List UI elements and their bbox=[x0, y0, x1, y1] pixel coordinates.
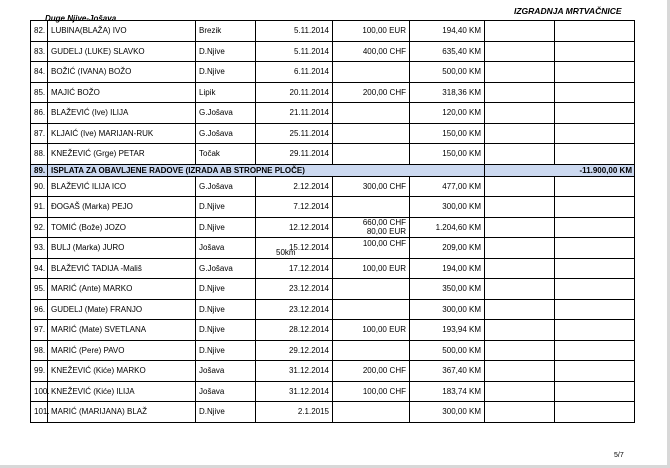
donation-date: 23.12.2014 bbox=[256, 299, 333, 320]
donations-table bbox=[30, 20, 635, 423]
foreign-amount bbox=[333, 197, 410, 218]
empty-cell bbox=[485, 279, 555, 300]
km-amount: 635,40 KM bbox=[410, 41, 485, 62]
foreign-amount: 100,00 EUR bbox=[333, 320, 410, 341]
empty-cell bbox=[485, 299, 555, 320]
donor-place: Jošava bbox=[196, 381, 256, 402]
donor-name: BLAŽEVIĆ (Ive) ILIJA bbox=[48, 103, 196, 124]
foreign-amount: 400,00 CHF bbox=[333, 41, 410, 62]
foreign-amount bbox=[333, 144, 410, 165]
donation-date: 7.12.2014 bbox=[256, 197, 333, 218]
row-number: 91. bbox=[31, 197, 48, 218]
donor-name: ĐOGAŠ (Marka) PEJO bbox=[48, 197, 196, 218]
km-amount: 194,00 KM bbox=[410, 258, 485, 279]
donation-date: 25.11.2014 bbox=[256, 123, 333, 144]
foreign-amount: 100,00 EUR bbox=[333, 258, 410, 279]
row-number: 86. bbox=[31, 103, 48, 124]
km-amount: 209,00 KM bbox=[410, 238, 485, 259]
donation-date: 15.12.2014 bbox=[256, 238, 333, 259]
table-row bbox=[31, 103, 635, 124]
km-amount: 500,00 KM bbox=[410, 62, 485, 83]
donor-place: Jošava bbox=[196, 361, 256, 382]
donor-place: D.Njive bbox=[196, 279, 256, 300]
donation-date: 5.11.2014 bbox=[256, 41, 333, 62]
row-number: 101. bbox=[31, 402, 48, 423]
empty-cell bbox=[485, 41, 555, 62]
empty-cell bbox=[485, 197, 555, 218]
empty-cell bbox=[485, 361, 555, 382]
foreign-amount bbox=[333, 340, 410, 361]
donation-date: 2.12.2014 bbox=[256, 176, 333, 197]
donor-place: D.Njive bbox=[196, 340, 256, 361]
empty-cell bbox=[555, 197, 635, 218]
table-row bbox=[31, 238, 635, 259]
row-number: 96. bbox=[31, 299, 48, 320]
empty-cell bbox=[555, 62, 635, 83]
table-row bbox=[31, 176, 635, 197]
donor-name: LUBINA(BLAŽA) IVO bbox=[48, 21, 196, 42]
empty-cell bbox=[555, 320, 635, 341]
empty-cell bbox=[555, 21, 635, 42]
empty-cell bbox=[485, 340, 555, 361]
empty-cell bbox=[555, 279, 635, 300]
table-row bbox=[31, 402, 635, 423]
foreign-amount: 300,00 CHF bbox=[333, 176, 410, 197]
table-row bbox=[31, 123, 635, 144]
table-row bbox=[31, 320, 635, 341]
foreign-amount bbox=[333, 123, 410, 144]
empty-cell bbox=[485, 258, 555, 279]
table-row bbox=[31, 41, 635, 62]
row-number: 83. bbox=[31, 41, 48, 62]
donor-place: Lipik bbox=[196, 82, 256, 103]
empty-cell bbox=[485, 144, 555, 165]
donation-date: 31.12.2014 bbox=[256, 381, 333, 402]
empty-cell bbox=[555, 402, 635, 423]
table-body-after bbox=[31, 176, 635, 422]
donation-date: 23.12.2014 bbox=[256, 279, 333, 300]
km-amount: 150,00 KM bbox=[410, 144, 485, 165]
project-header: IZGRADNJA MRTVAČNICE bbox=[514, 6, 622, 16]
empty-cell bbox=[485, 103, 555, 124]
donation-date: 12.12.2014 bbox=[256, 217, 333, 238]
km-amount: 500,00 KM bbox=[410, 340, 485, 361]
empty-cell bbox=[485, 402, 555, 423]
table-row bbox=[31, 62, 635, 83]
donor-name: BULJ (Marka) JURO bbox=[48, 238, 196, 259]
empty-cell bbox=[555, 258, 635, 279]
foreign-amount: 200,00 CHF bbox=[333, 361, 410, 382]
donor-place: D.Njive bbox=[196, 402, 256, 423]
empty-cell bbox=[555, 299, 635, 320]
empty-cell bbox=[485, 21, 555, 42]
donor-name: KNEŽEVIĆ (Kiće) ILIJA bbox=[48, 381, 196, 402]
donor-place: D.Njive bbox=[196, 62, 256, 83]
km-amount: 350,00 KM bbox=[410, 279, 485, 300]
donation-date: 29.11.2014 bbox=[256, 144, 333, 165]
km-amount: 194,40 KM bbox=[410, 21, 485, 42]
empty-cell bbox=[485, 381, 555, 402]
table-row bbox=[31, 258, 635, 279]
row-number: 100. bbox=[31, 381, 48, 402]
table-row bbox=[31, 381, 635, 402]
foreign-amount bbox=[333, 103, 410, 124]
row-number: 97. bbox=[31, 320, 48, 341]
empty-cell bbox=[555, 123, 635, 144]
foreign-amount-primary: 100,00 CHF bbox=[362, 238, 406, 248]
empty-cell bbox=[485, 217, 555, 238]
table-row bbox=[31, 197, 635, 218]
empty-cell bbox=[485, 320, 555, 341]
donation-date: 29.12.2014 bbox=[256, 340, 333, 361]
row-number: 99. bbox=[31, 361, 48, 382]
donor-name: KNEŽEVIĆ (Kiće) MARKO bbox=[48, 361, 196, 382]
km-amount: 367,40 KM bbox=[410, 361, 485, 382]
foreign-amount-primary: 660,00 CHF bbox=[362, 218, 406, 228]
foreign-amount-secondary: 80,00 EUR bbox=[366, 227, 406, 237]
empty-cell bbox=[555, 381, 635, 402]
donor-place: D.Njive bbox=[196, 320, 256, 341]
table-row bbox=[31, 340, 635, 361]
donation-date: 6.11.2014 bbox=[256, 62, 333, 83]
km-amount: 150,00 KM bbox=[410, 123, 485, 144]
foreign-amount: 100,00 EUR bbox=[333, 21, 410, 42]
km-amount: 1.204,60 KM bbox=[410, 217, 485, 238]
donor-name: TOMIĆ (Bože) JOZO bbox=[48, 217, 196, 238]
empty-cell bbox=[555, 82, 635, 103]
row-number: 85. bbox=[31, 82, 48, 103]
donor-name: KNEŽEVIĆ (Grge) PETAR bbox=[48, 144, 196, 165]
empty-cell bbox=[555, 176, 635, 197]
donor-name: MARIĆ (MARIJANA) BLAŽ bbox=[48, 402, 196, 423]
donation-date: 17.12.2014 bbox=[256, 258, 333, 279]
table-row-payment bbox=[31, 164, 635, 176]
table-row bbox=[31, 299, 635, 320]
row-number: 87. bbox=[31, 123, 48, 144]
donation-date: 5.11.2014 bbox=[256, 21, 333, 42]
donor-name: BLAŽEVIĆ ILIJA ICO bbox=[48, 176, 196, 197]
table-row bbox=[31, 144, 635, 165]
row-number: 94. bbox=[31, 258, 48, 279]
table-row bbox=[31, 21, 635, 42]
row-number: 82. bbox=[31, 21, 48, 42]
donor-name: MARIĆ (Ante) MARKO bbox=[48, 279, 196, 300]
foreign-amount: 200,00 CHF bbox=[333, 82, 410, 103]
page-number: 5/7 bbox=[614, 452, 624, 459]
empty-cell bbox=[555, 217, 635, 238]
table-row bbox=[31, 82, 635, 103]
km-amount: 318,36 KM bbox=[410, 82, 485, 103]
foreign-amount bbox=[333, 299, 410, 320]
table-row bbox=[31, 361, 635, 382]
foreign-amount bbox=[333, 279, 410, 300]
donor-name: MAJIĆ BOŽO bbox=[48, 82, 196, 103]
row-number: 84. bbox=[31, 62, 48, 83]
donor-name: MARIĆ (Mate) SVETLANA bbox=[48, 320, 196, 341]
row-number: 90. bbox=[31, 176, 48, 197]
empty-cell bbox=[555, 340, 635, 361]
donor-place: G.Jošava bbox=[196, 176, 256, 197]
donor-place: D.Njive bbox=[196, 41, 256, 62]
donor-place: D.Njive bbox=[196, 217, 256, 238]
row-number: 98. bbox=[31, 340, 48, 361]
row-number: 92. bbox=[31, 217, 48, 238]
km-amount: 120,00 KM bbox=[410, 103, 485, 124]
donor-place: G.Jošava bbox=[196, 103, 256, 124]
empty-cell bbox=[485, 176, 555, 197]
special-row-total: -11.900,00 KM bbox=[485, 164, 635, 176]
donation-date: 20.11.2014 bbox=[256, 82, 333, 103]
empty-cell bbox=[485, 123, 555, 144]
donor-place: D.Njive bbox=[196, 299, 256, 320]
empty-cell bbox=[555, 144, 635, 165]
foreign-amount bbox=[333, 402, 410, 423]
donor-name: GUDELJ (Mate) FRANJO bbox=[48, 299, 196, 320]
special-row-number: 89. bbox=[31, 164, 48, 176]
amount-note: 50km bbox=[276, 247, 296, 257]
donor-name: MARIĆ (Pere) PAVO bbox=[48, 340, 196, 361]
table-row bbox=[31, 279, 635, 300]
donation-date: 21.11.2014 bbox=[256, 103, 333, 124]
donor-place: G.Jošava bbox=[196, 258, 256, 279]
table-body-special bbox=[31, 164, 635, 176]
table-body-before bbox=[31, 21, 635, 165]
row-number: 93. bbox=[31, 238, 48, 259]
row-number: 95. bbox=[31, 279, 48, 300]
empty-cell bbox=[485, 238, 555, 259]
donation-date: 31.12.2014 bbox=[256, 361, 333, 382]
donation-date: 28.12.2014 bbox=[256, 320, 333, 341]
donor-place: Točak bbox=[196, 144, 256, 165]
empty-cell bbox=[555, 41, 635, 62]
donor-name: GUDELJ (LUKE) SLAVKO bbox=[48, 41, 196, 62]
empty-cell bbox=[555, 361, 635, 382]
foreign-amount bbox=[333, 62, 410, 83]
empty-cell bbox=[485, 62, 555, 83]
location-header: Duge Njive-Jošava bbox=[45, 14, 117, 23]
km-amount: 300,00 KM bbox=[410, 197, 485, 218]
donor-name: KLJAIĆ (Ive) MARIJAN-RUK bbox=[48, 123, 196, 144]
donor-place: Jošava bbox=[196, 238, 256, 259]
donor-place: Brezik bbox=[196, 21, 256, 42]
km-amount: 300,00 KM bbox=[410, 402, 485, 423]
km-amount: 183,74 KM bbox=[410, 381, 485, 402]
foreign-amount bbox=[333, 217, 410, 238]
empty-cell bbox=[555, 103, 635, 124]
empty-cell bbox=[555, 238, 635, 259]
km-amount: 300,00 KM bbox=[410, 299, 485, 320]
km-amount: 193,94 KM bbox=[410, 320, 485, 341]
km-amount: 477,00 KM bbox=[410, 176, 485, 197]
empty-cell bbox=[485, 82, 555, 103]
foreign-amount: 100,00 CHF bbox=[333, 381, 410, 402]
donor-name: BOŽIĆ (IVANA) BOŽO bbox=[48, 62, 196, 83]
row-number: 88. bbox=[31, 144, 48, 165]
donation-date: 2.1.2015 bbox=[256, 402, 333, 423]
table-row bbox=[31, 217, 635, 238]
donor-name: BLAŽEVIĆ TADIJA -Mališ bbox=[48, 258, 196, 279]
donor-place: D.Njive bbox=[196, 197, 256, 218]
donor-place: G.Jošava bbox=[196, 123, 256, 144]
special-row-description: ISPLATA ZA OBAVLJENE RADOVE (IZRADA AB STROPNE PLOČE) bbox=[48, 164, 485, 176]
